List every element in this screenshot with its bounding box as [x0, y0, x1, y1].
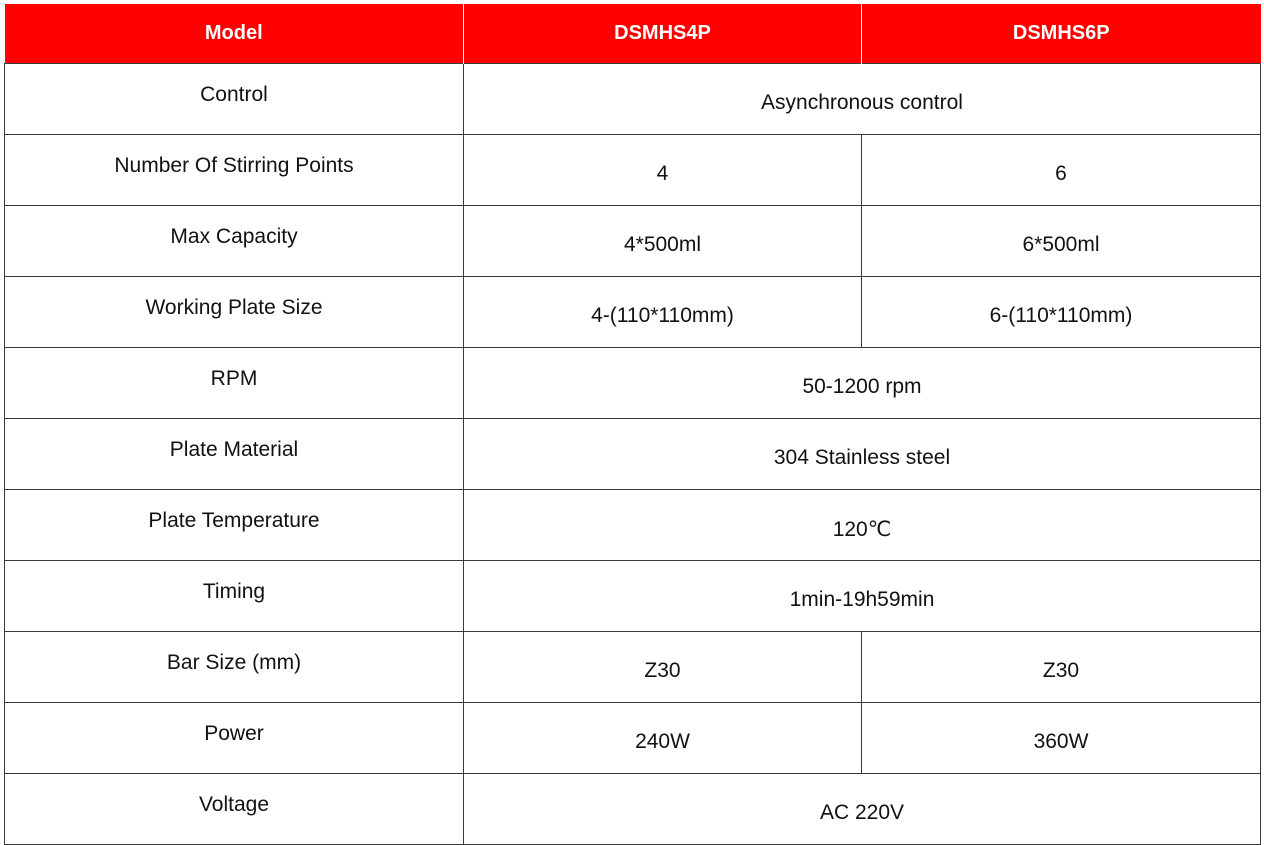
row-value-dsmhs4p: 4*500ml — [464, 206, 862, 277]
table-row — [5, 277, 1261, 348]
table-row — [5, 703, 1261, 774]
table-row — [5, 561, 1261, 632]
row-value-shared: Asynchronous control — [464, 64, 1261, 135]
row-value-dsmhs4p: 240W — [464, 703, 862, 774]
row-label: Power — [5, 703, 464, 774]
row-value-dsmhs6p: 6 — [862, 135, 1261, 206]
row-value-dsmhs4p: 4-(110*110mm) — [464, 277, 862, 348]
spec-table — [4, 4, 1261, 845]
row-label: Bar Size (mm) — [5, 632, 464, 703]
header-row — [5, 4, 1261, 64]
table-row — [5, 419, 1261, 490]
row-label: Plate Temperature — [5, 490, 464, 561]
row-label: RPM — [5, 348, 464, 419]
row-label: Control — [5, 64, 464, 135]
table-row — [5, 64, 1261, 135]
table-row — [5, 774, 1261, 845]
row-label: Plate Material — [5, 419, 464, 490]
row-label: Number Of Stirring Points — [5, 135, 464, 206]
header-model-dsmhs4p: DSMHS4P — [464, 4, 862, 64]
table-row — [5, 206, 1261, 277]
row-value-shared: 304 Stainless steel — [464, 419, 1261, 490]
row-value-shared: 120℃ — [464, 490, 1261, 561]
table-row — [5, 490, 1261, 561]
row-label: Max Capacity — [5, 206, 464, 277]
row-label: Working Plate Size — [5, 277, 464, 348]
row-value-dsmhs6p: 6*500ml — [862, 206, 1261, 277]
row-value-shared: 1min-19h59min — [464, 561, 1261, 632]
header-model-dsmhs6p: DSMHS6P — [862, 4, 1261, 64]
row-value-dsmhs4p: 4 — [464, 135, 862, 206]
table-row — [5, 348, 1261, 419]
row-label: Timing — [5, 561, 464, 632]
row-value-dsmhs4p: Z30 — [464, 632, 862, 703]
row-value-dsmhs6p: 360W — [862, 703, 1261, 774]
table-row — [5, 632, 1261, 703]
header-model-label: Model — [5, 4, 464, 64]
row-value-shared: 50-1200 rpm — [464, 348, 1261, 419]
row-value-dsmhs6p: Z30 — [862, 632, 1261, 703]
row-label: Voltage — [5, 774, 464, 845]
row-value-dsmhs6p: 6-(110*110mm) — [862, 277, 1261, 348]
table-row — [5, 135, 1261, 206]
row-value-shared: AC 220V — [464, 774, 1261, 845]
